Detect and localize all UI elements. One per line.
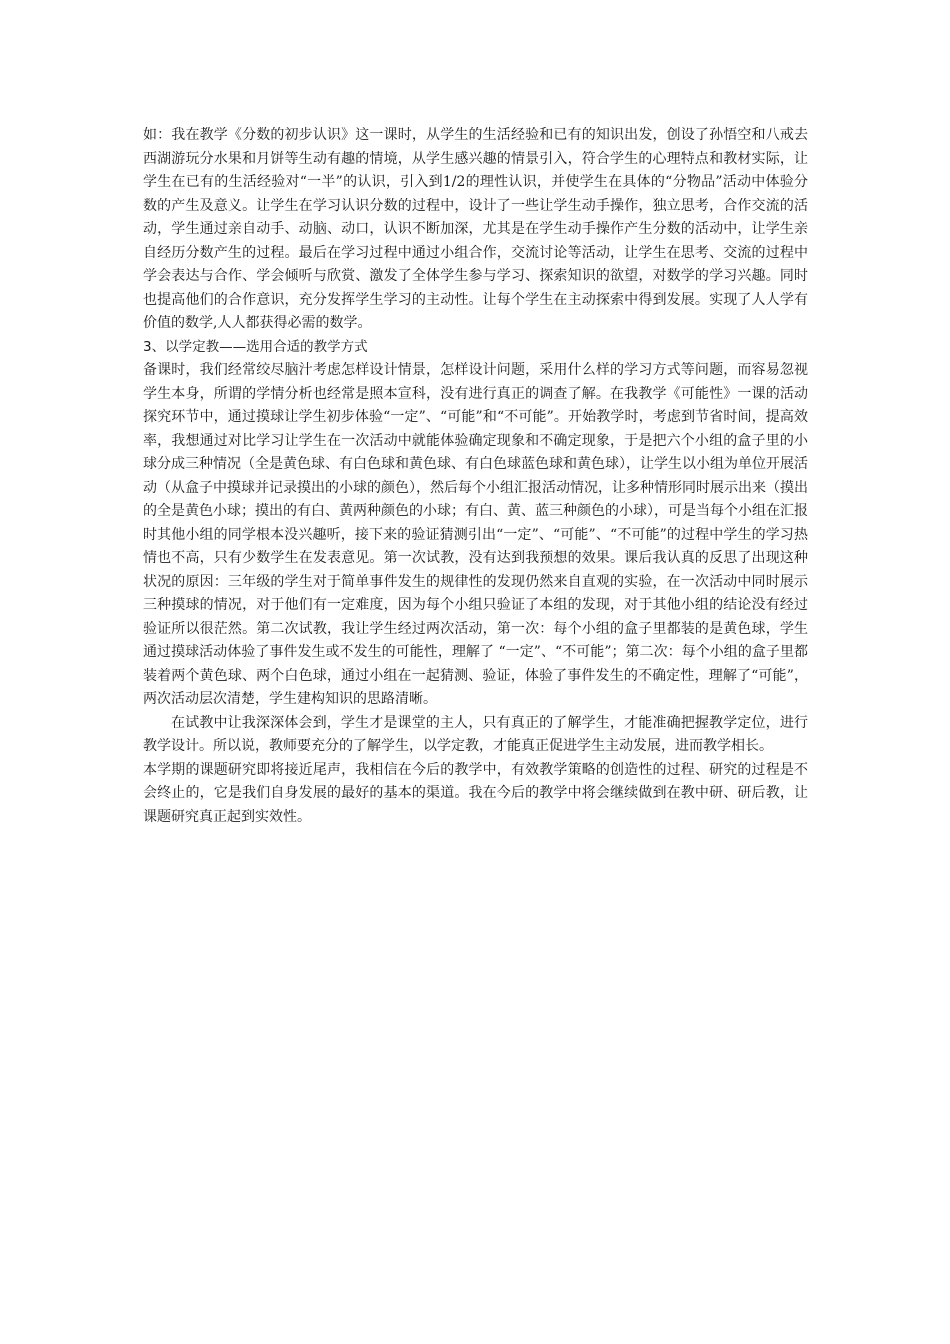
document-body — [143, 124, 808, 829]
paragraph-fraction-example: 如：我在教学《分数的初步认识》这一课时，从学生的生活经验和已有的知识出发，创设了孙悟空和八戒去西湖游玩分水果和月饼等生动有趣的情境，从学生感兴趣的情景引入，符合学生的心理特点和教材实际，让学生在已有的生活经验对“一半”的认识，引入到1/2的理性认识，并使学生在具体的“分物品”活动中体验分数的产生及意义。让学生在学习认识分数的过程中，设计了一些让学生动手操作，独立思考，合作交流的活动，学生通过亲自动手、动脑、动口，认识不断加深，尤其是在学生动手操作产生分数的活动中，让学生亲自经历分数产生的过程。最后在学习过程中通过小组合作，交流讨论等活动，让学生在思考、交流的过程中学会表达与合作、学会倾听与欣赏、激发了全体学生参与学习、探索知识的欲望，对数学的学习兴趣。同时也提高他们的合作意识，充分发挥学生学习的主动性。让每个学生在主动探索中得到发展。实现了人人学有价值的数学,人人都获得必需的数学。 — [143, 127, 808, 331]
paragraph-conclusion: 本学期的课题研究即将接近尾声，我相信在今后的教学中，有效教学策略的创造性的过程、研究的过程是不会终止的，它是我们自身发展的最好的基本的渠道。我在今后的教学中将会继续做到在教中研、研后教，让课题研究真正起到实效性。 — [143, 761, 808, 825]
paragraph-probability-lesson: 备课时，我们经常绞尽脑汁考虑怎样设计情景，怎样设计问题，采用什么样的学习方式等问题，而容易忽视学生本身，所谓的学情分析也经常是照本宣科，没有进行真正的调查了解。在我教学《可能性》一课的活动探究环节中，通过摸球让学生初步体验“一定”、“可能”和“不可能”。开始教学时，考虑到节省时间，提高效率，我想通过对比学习让学生在一次活动中就能体验确定现象和不确定现象，于是把六个小组的盒子里的小球分成三种情况（全是黄色球、有白色球和黄色球、有白色球蓝色球和黄色球），让学生以小组为单位开展活动（从盒子中摸球并记录摸出的小球的颜色），然后每个小组汇报活动情况，让多种情形同时展示出来（摸出的全是黄色小球；摸出的有白、黄两种颜色的小球；有白、黄、蓝三种颜色的小球），可是当每个小组在汇报时其他小组的同学根本没兴趣听，接下来的验证猜测引出“一定”、“可能”、“不可能”的过程中学生的学习热情也不高，只有少数学生在发表意见。第一次试教，没有达到我预想的效果。课后我认真的反思了出现这种状况的原因：三年级的学生对于简单事件发生的规律性的发现仍然来自直观的实验，在一次活动中同时展示三种摸球的情况，对于他们有一定难度，因为每个小组只验证了本组的发现，对于其他小组的结论没有经过验证所以很茫然。第二次试教，我让学生经过两次活动，第一次：每个小组的盒子里都装的是黄色球，学生通过摸球活动体验了事件发生或不发生的可能性，理解了 “一定”、“不可能”；第二次：每个小组的盒子里都装着两个黄色球、两个白色球，通过小组在一起猜测、验证，体验了事件发生的不确定性，理解了“可能”，两次活动层次清楚，学生建构知识的思路清晰。 — [143, 362, 808, 707]
section-heading: 3、以学定教——选用合适的教学方式 — [143, 338, 368, 355]
paragraph-reflection: 在试教中让我深深体会到，学生才是课堂的主人，只有真正的了解学生，才能准确把握教学定位，进行教学设计。所以说，教师要充分的了解学生，以学定教，才能真正促进学生主动发展，进而教学相长。 — [143, 714, 808, 754]
